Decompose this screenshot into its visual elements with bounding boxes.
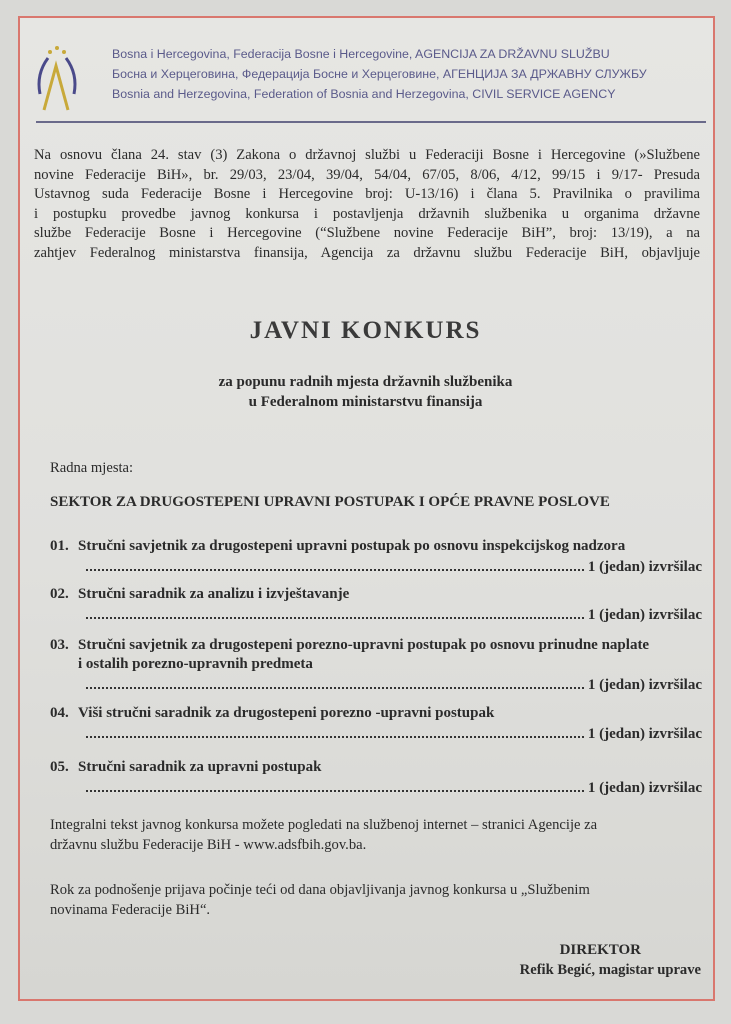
position-item	[50, 537, 702, 576]
agency-name-latin: Bosna i Hercegovina, Federacija Bosne i Hercegovine, AGENCIJA ZA DRŽAVNU SLUŽBU	[112, 47, 610, 61]
note-line: novinama Federacije BiH“.	[50, 901, 211, 918]
note-line: Rok za podnošenje prijava počinje teći od dana objavljivanja javnog konkursa u „Službenim	[50, 882, 590, 898]
integral-text-note	[50, 816, 706, 855]
agency-header	[34, 44, 694, 128]
intro-paragraph	[34, 146, 700, 264]
position-title: Stručni savjetnik za drugostepeni upravni postupak po osnovu inspekcijskog nadzora	[78, 538, 626, 554]
position-number: 05.	[50, 759, 69, 775]
positions-label: Radna mjesta:	[50, 460, 134, 476]
subtitle-line: u Federalnom ministarstvu finansija	[248, 394, 483, 410]
position-executors: 1 (jedan) izvršilac	[587, 677, 702, 693]
sector-heading: SEKTOR ZA DRUGOSTEPENI UPRAVNI POSTUPAK I OPĆE PRAVNE POSLOVE	[50, 494, 610, 510]
position-number: 04.	[50, 705, 69, 721]
position-executors: 1 (jedan) izvršilac	[587, 559, 702, 575]
director-name: Refik Begić, magistar uprave	[519, 962, 701, 978]
intro-line: Ustavnog suda Federacije Bosne i Hercegovine broj: U-13/16) i člana 5. Pravilnika o pravilima	[34, 186, 700, 203]
position-title: Stručni savjetnik za drugostepeni porezno-upravni postupak po osnovu prinudne naplate	[78, 637, 650, 653]
position-title: Stručni saradnik za upravni postupak	[78, 759, 322, 775]
intro-line: Na osnovu člana 24. stav (3) Zakona o državnoj službi u Federaciji Bosne i Hercegovine (»Službene	[34, 147, 700, 163]
header-divider	[36, 121, 706, 123]
agency-logo-icon	[34, 44, 80, 118]
position-title-continued: i ostalih porezno-upravnih predmeta	[78, 656, 313, 672]
note-line: Integralni tekst javnog konkursa možete pogledati na službenoj internet – stranici Agencije za	[50, 817, 598, 833]
position-item	[50, 636, 702, 694]
document-title: JAVNI KONKURS	[249, 317, 482, 344]
position-number: 03.	[50, 637, 69, 653]
note-line: državnu službu Federacije BiH - www.adsfbih.gov.ba.	[50, 836, 367, 853]
deadline-note	[50, 881, 706, 920]
document-subtitle	[0, 372, 731, 412]
subtitle-line: za popunu radnih mjesta državnih službenika	[218, 374, 513, 390]
intro-line: zahtjev Federalnog ministarstva finansija, Agencija za državnu službu Federacije BiH, objavljuje	[34, 244, 700, 261]
position-title: Viši stručni saradnik za drugostepeni porezno -upravni postupak	[78, 705, 495, 721]
position-number: 01.	[50, 538, 69, 554]
director-title: DIREKTOR	[559, 942, 641, 958]
agency-name-english: Bosnia and Herzegovina, Federation of Bosnia and Herzegovina, CIVIL SERVICE AGENCY	[112, 87, 616, 101]
position-executors: 1 (jedan) izvršilac	[587, 780, 702, 796]
position-executors: 1 (jedan) izvršilac	[587, 607, 702, 623]
position-executors: 1 (jedan) izvršilac	[587, 726, 702, 742]
intro-line: novine Federacije BiH», br. 29/03, 23/04, 39/04, 54/04, 67/05, 8/06, 4/12, 99/15 i 9/17- Presuda	[34, 166, 700, 183]
position-number: 02.	[50, 586, 69, 602]
position-item	[50, 704, 702, 743]
intro-line: službe Federacije Bosne i Hercegovine (“Službene novine Federacije BiH”, broj: 13/19), a na	[34, 225, 700, 242]
intro-line: i postupku provedbe javnog konkursa i postavljenja državnih službenika u organima državne	[34, 205, 700, 222]
position-item	[50, 758, 702, 797]
position-title: Stručni saradnik za analizu i izvještavanje	[78, 586, 350, 602]
agency-name-cyrillic: Босна и Херцеговина, Федерација Босне и Херцеговине, АГЕНЦИЈА ЗА ДРЖАВНУ СЛУЖБУ	[112, 67, 647, 81]
position-item	[50, 585, 702, 624]
